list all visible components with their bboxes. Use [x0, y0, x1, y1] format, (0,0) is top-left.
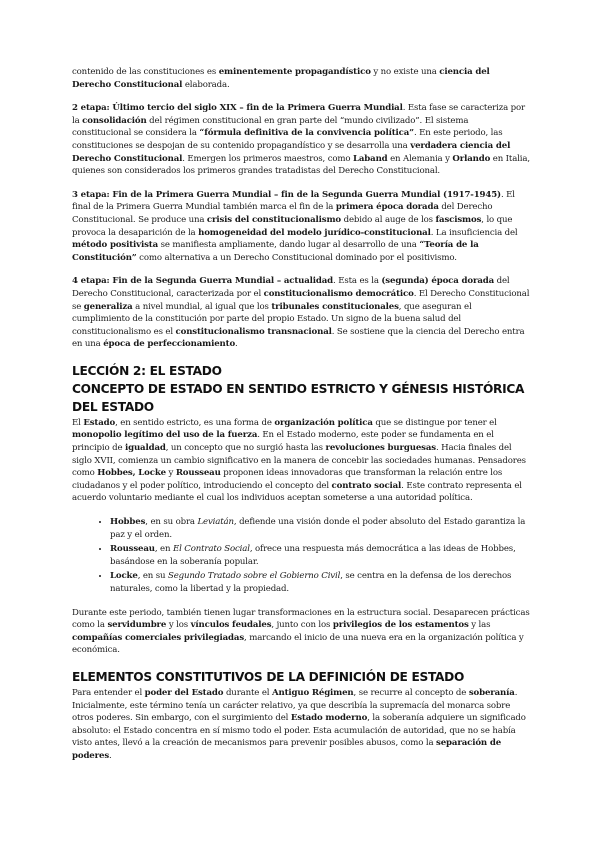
- paragraph-etapa-1-end: contenido de las constituciones es eminentemente propagandístico y no existe una ciencia del Derecho Constitucional elaborada.: [72, 67, 490, 90]
- thinkers-list: [72, 516, 530, 596]
- section-heading-elementos: ELEMENTOS CONSTITUTIVOS DE LA DEFINICIÓN DE ESTADO: [72, 669, 465, 684]
- paragraph-transformaciones: Durante este periodo, también tienen lugar transformaciones en la estructura social. Desaparecen prácticas como la servidumbre y los vínculos feudales, junto con los privilegios de los estamentos y las compañías comerciales privilegiadas, marcando el inicio de una nueva era en la organización política y económica.: [72, 607, 530, 656]
- lesson-heading: LECCIÓN 2: EL ESTADO: [72, 363, 222, 378]
- section-heading-concepto: CONCEPTO DE ESTADO EN SENTIDO ESTRICTO Y GÉNESIS HISTÓRICA DEL ESTADO: [72, 381, 525, 414]
- paragraph-estado: El Estado, en sentido estricto, es una forma de organización política que se distingue por tener el monopolio legítimo del uso de la fuerza. En el Estado moderno, este poder se fundamenta en el principio de igualdad, un concepto que no surgió hasta las revoluciones burguesas. Hacia finales del siglo XVII, comienza un cambio significativo en la manera de concebir las sociedades humanas. Pensadores como Hobbes, Locke y Rousseau proponen ideas innovadoras que transforman la relación entre los ciudadanos y el poder político, introduciendo el concepto del contrato social. Este contrato representa el acuerdo voluntario mediante el cual los individuos aceptan someterse a una autoridad política.: [72, 417, 526, 504]
- paragraph-etapa-4: 4 etapa: Fin de la Segunda Guerra Mundial – actualidad. Esta es la (segunda) época dorada del Derecho Constitucional, caracterizada por el constitucionalismo democrático. El Derecho Constitucional se generaliza a nivel mundial, al igual que los tribunales constitucionales, que aseguran el cumplimiento de la constitución por parte del propio Estado. Un signo de la buena salud del constitucionalismo es el constitucionalismo transnacional. Se sostiene que la ciencia del Derecho entra en una época de perfeccionamiento.: [72, 276, 530, 350]
- list-item-rousseau: • Rousseau, en El Contrato Social, ofrece una respuesta más democrática a las ideas de Hobbes, basándose en la soberanía popular.: [110, 543, 530, 568]
- list-item-locke: • Locke, en su Segundo Tratado sobre el Gobierno Civil, se centra en la defensa de los derechos naturales, como la libertad y la propiedad.: [110, 570, 530, 595]
- paragraph-etapa-2: 2 etapa: Último tercio del siglo XIX – fin de la Primera Guerra Mundial. Esta fase se caracteriza por la consolidación del régimen constitucional en gran parte del “mundo civilizado”. El sistema constitucional se considera la “fórmula definitiva de la convivencia política”. En este periodo, las constituciones se despojan de su contenido propagandístico y se desarrolla una verdadera ciencia del Derecho Constitucional. Emergen los primeros maestros, como Laband en Alemania y Orlando en Italia, quienes son considerados los primeros grandes tratadistas del Derecho Constitucional.: [72, 103, 530, 177]
- paragraph-etapa-3: 3 etapa: Fin de la Primera Guerra Mundial – fin de la Segunda Guerra Mundial (1917-1945). El final de la Primera Guerra Mundial también marca el fin de la primera época dorada del Derecho Constitucional. Se produce una crisis del constitucionalismo debido al auge de los fascismos, lo que provoca la desaparición de la homogeneidad del modelo jurídico-constitucional. La insuficiencia del método positivista se manifiesta ampliamente, dando lugar al desarrollo de una “Teoría de la Constitución” como alternativa a un Derecho Constitucional dominado por el positivismo.: [72, 189, 518, 263]
- paragraph-soberania: Para entender el poder del Estado durante el Antiguo Régimen, se recurre al concepto de soberanía. Inicialmente, este término tenía un carácter relativo, ya que describía la supremacía del monarca sobre otros poderes. Sin embargo, con el surgimiento del Estado moderno, la soberanía adquiere un significado absoluto: el Estado concentra en sí mismo todo el poder. Esta acumulación de autoridad, que no se había visto antes, llevó a la creación de mecanismos para prevenir posibles abusos, como la separación de poderes.: [72, 687, 526, 761]
- document-page: [72, 66, 530, 774]
- list-item-hobbes: • Hobbes, en su obra Leviatán, defiende una visión donde el poder absoluto del Estado garantiza la paz y el orden.: [110, 516, 530, 541]
